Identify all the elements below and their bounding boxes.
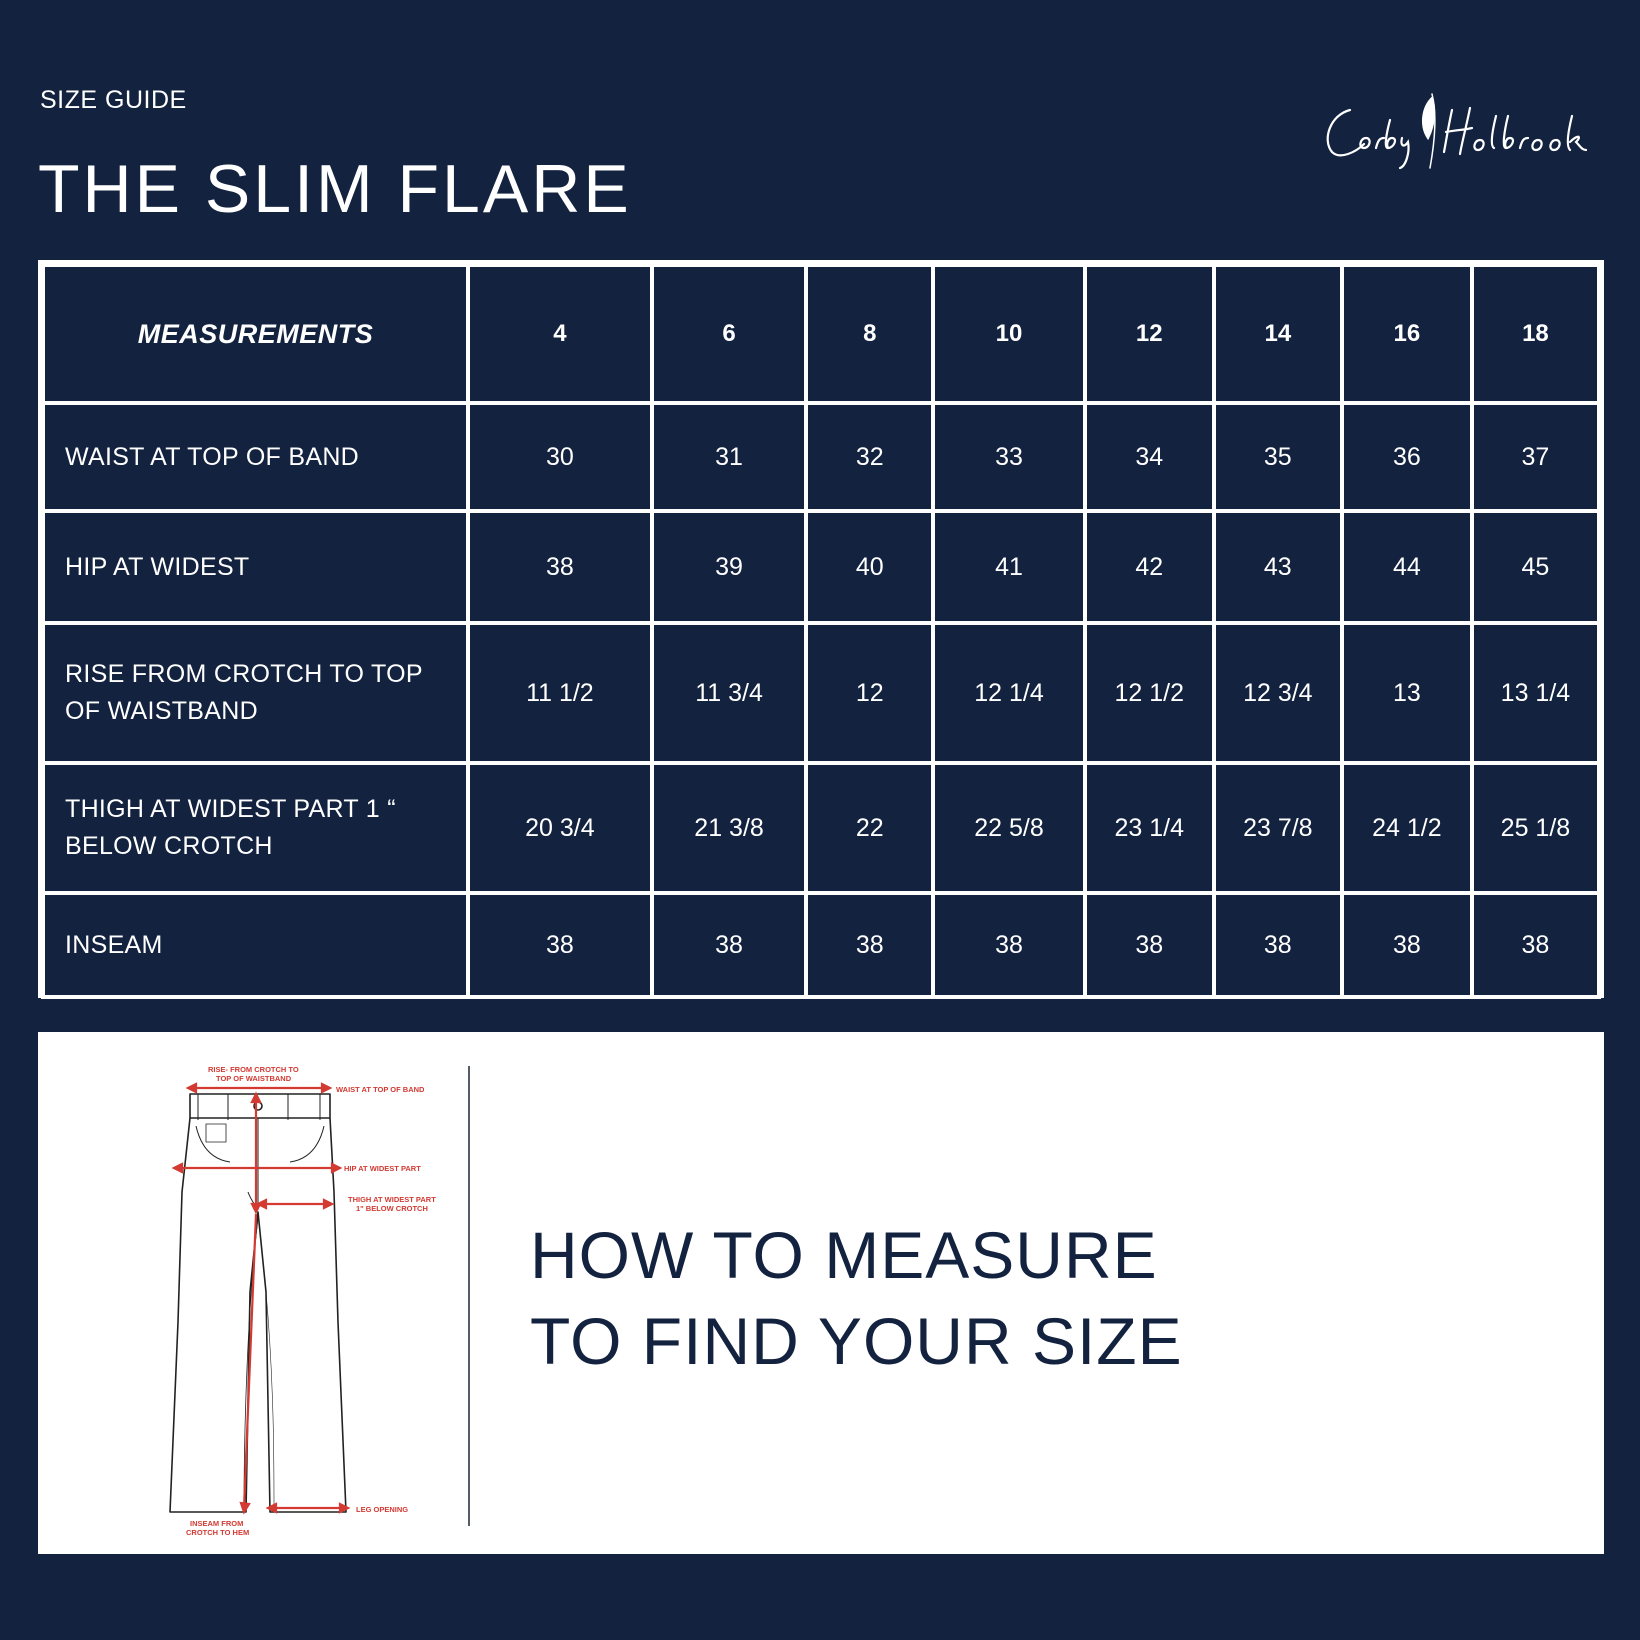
- table-cell: 40: [808, 513, 931, 621]
- table-cell: 24 1/2: [1344, 765, 1470, 891]
- size-header: 10: [935, 267, 1083, 401]
- page-title: THE SLIM FLARE: [38, 151, 632, 227]
- table-cell: 36: [1344, 405, 1470, 509]
- table-cell: 38: [654, 895, 804, 995]
- size-header: 14: [1216, 267, 1340, 401]
- how-to-line-1: HOW TO MEASURE: [530, 1218, 1158, 1292]
- size-header: 12: [1087, 267, 1212, 401]
- eyebrow-label: SIZE GUIDE: [40, 86, 187, 114]
- table-cell: 30: [470, 405, 650, 509]
- table-row: [45, 625, 1597, 761]
- diagram-label-leg-opening: LEG OPENING: [356, 1505, 409, 1514]
- table-cell: 38: [1344, 895, 1470, 995]
- diagram-label-thigh: THIGH AT WIDEST PART: [348, 1195, 436, 1204]
- measurements-header: MEASUREMENTS: [45, 267, 466, 401]
- table-cell: 23 7/8: [1216, 765, 1340, 891]
- table-cell: 38: [1087, 895, 1212, 995]
- size-header: 16: [1344, 267, 1470, 401]
- size-header: 4: [470, 267, 650, 401]
- table-cell: 22: [808, 765, 931, 891]
- size-header: 18: [1474, 267, 1597, 401]
- row-label: INSEAM: [45, 895, 466, 995]
- row-label: WAIST AT TOP OF BAND: [45, 405, 466, 509]
- table-row: [45, 765, 1597, 891]
- diagram-label-waist: WAIST AT TOP OF BAND: [336, 1085, 425, 1094]
- table-cell: 31: [654, 405, 804, 509]
- size-header: 8: [808, 267, 931, 401]
- table-header-row: [45, 267, 1597, 401]
- table-cell: 45: [1474, 513, 1597, 621]
- table-cell: 38: [1216, 895, 1340, 995]
- table-cell: 33: [935, 405, 1083, 509]
- table-cell: 38: [1474, 895, 1597, 995]
- diagram-label-hip: HIP AT WIDEST PART: [344, 1164, 421, 1173]
- table-cell: 13 1/4: [1474, 625, 1597, 761]
- table-cell: 42: [1087, 513, 1212, 621]
- table-cell: 41: [935, 513, 1083, 621]
- table-cell: 13: [1344, 625, 1470, 761]
- size-table: [38, 260, 1604, 998]
- row-label: HIP AT WIDEST: [45, 513, 466, 621]
- table-cell: 44: [1344, 513, 1470, 621]
- brand-logo-art: [1320, 80, 1610, 180]
- diagram-label-rise: RISE- FROM CROTCH TO: [208, 1065, 299, 1074]
- size-header: 6: [654, 267, 804, 401]
- how-to-line-2: TO FIND YOUR SIZE: [530, 1304, 1183, 1378]
- table-cell: 25 1/8: [1474, 765, 1597, 891]
- row-label: THIGH AT WIDEST PART 1 “ BELOW CROTCH: [45, 765, 466, 891]
- jeans-diagram: [98, 1042, 458, 1542]
- table-cell: 12 1/2: [1087, 625, 1212, 761]
- diagram-label-inseam: CROTCH TO HEM: [186, 1528, 250, 1537]
- table-cell: 12 3/4: [1216, 625, 1340, 761]
- table-cell: 38: [935, 895, 1083, 995]
- size-table-grid: [41, 263, 1601, 999]
- diagram-label-thigh: 1" BELOW CROTCH: [356, 1204, 428, 1213]
- table-cell: 22 5/8: [935, 765, 1083, 891]
- table-cell: 12 1/4: [935, 625, 1083, 761]
- table-cell: 23 1/4: [1087, 765, 1212, 891]
- table-cell: 37: [1474, 405, 1597, 509]
- measure-panel: [38, 1032, 1604, 1554]
- table-cell: 38: [808, 895, 931, 995]
- row-label: RISE FROM CROTCH TO TOP OF WAISTBAND: [45, 625, 466, 761]
- jeans-diagram-art: [98, 1042, 458, 1542]
- table-cell: 38: [470, 513, 650, 621]
- table-row: [45, 405, 1597, 509]
- table-cell: 35: [1216, 405, 1340, 509]
- table-cell: 21 3/8: [654, 765, 804, 891]
- diagram-label-rise: TOP OF WAISTBAND: [216, 1074, 292, 1083]
- table-cell: 12: [808, 625, 931, 761]
- diagram-label-inseam: INSEAM FROM: [190, 1519, 244, 1528]
- table-cell: 34: [1087, 405, 1212, 509]
- table-cell: 43: [1216, 513, 1340, 621]
- table-row: [45, 895, 1597, 995]
- table-cell: 32: [808, 405, 931, 509]
- brand-logo: [1320, 80, 1610, 180]
- table-row: [45, 513, 1597, 621]
- table-cell: 38: [470, 895, 650, 995]
- panel-divider: [468, 1066, 470, 1526]
- table-cell: 11 3/4: [654, 625, 804, 761]
- table-cell: 11 1/2: [470, 625, 650, 761]
- table-cell: 39: [654, 513, 804, 621]
- how-to-heading: [530, 1212, 1183, 1384]
- table-cell: 20 3/4: [470, 765, 650, 891]
